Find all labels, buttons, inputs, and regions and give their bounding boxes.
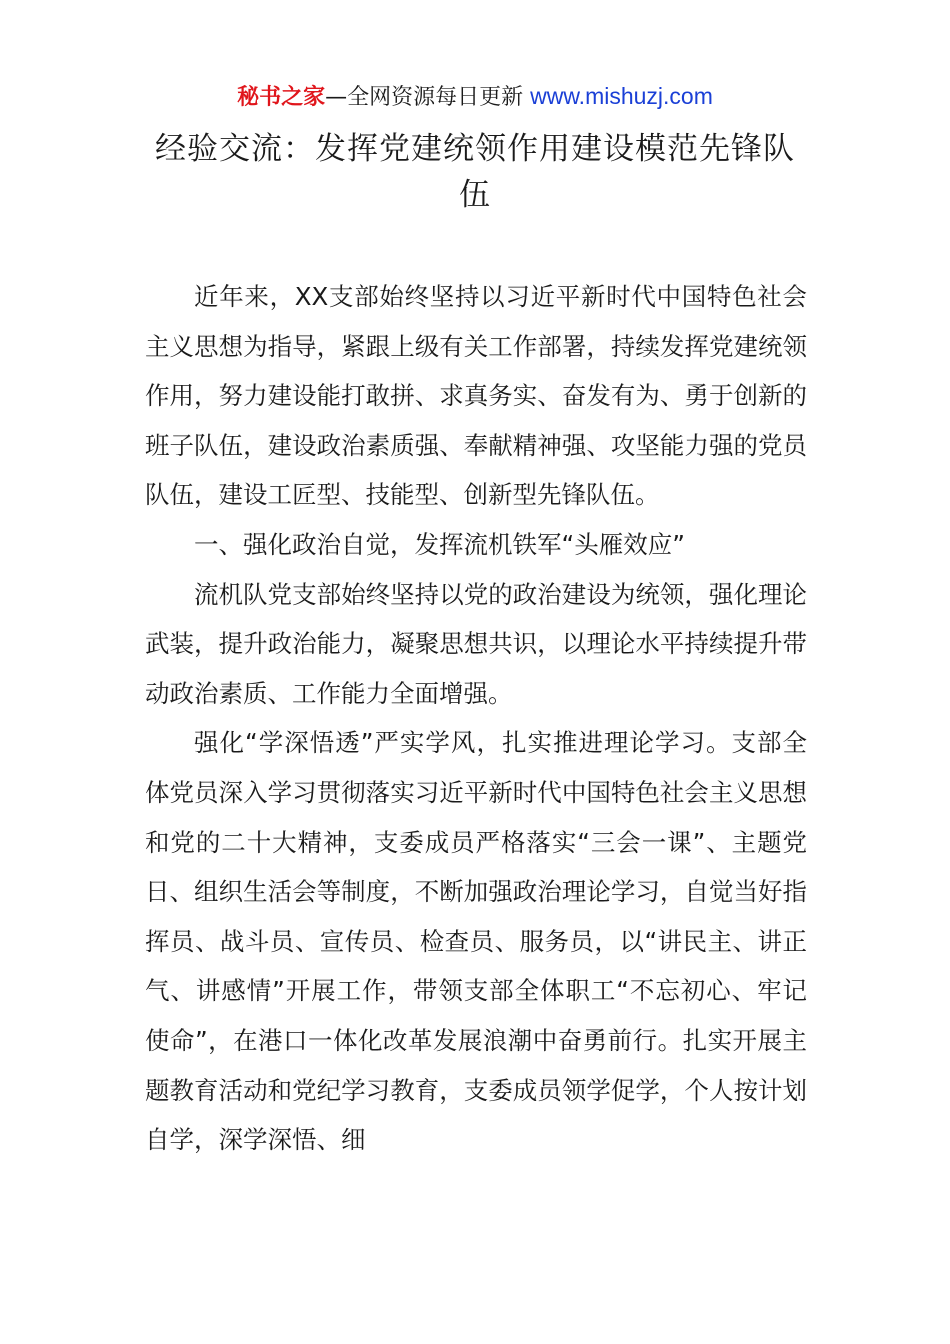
site-url-link[interactable]: www.mishuzj.com [530, 83, 713, 109]
section-heading-1: 一、强化政治自觉，发挥流机铁军“头雁效应” [194, 529, 685, 559]
body-paragraph: 强化“学深悟透”严实学风，扎实推进理论学习。支部全体党员深入学习贯彻落实习近平新时代中国特色社会主义思想和党的二十大精神，支委成员严格落实“三会一课”、主题党日、组织生活会等制度，不断加强政治理论学习，自觉当好指挥员、战斗员、宣传员、检查员、服务员，以“讲民主、讲正气、讲感情”开展工作，带领支部全体职工“不忘初心、牢记使命”，在港口一体化改革发展浪潮中奋勇前行。扎实开展主题教育活动和党纪学习教育，支委成员领学促学，个人按计划自学，深学深悟、细 [145, 728, 807, 1155]
title-line-1: 经验交流：发挥党建统领作用建设模范先锋队 [155, 131, 795, 167]
brand-name: 秘书之家 [237, 85, 326, 110]
header-tagline: —全网资源每日更新 [325, 85, 531, 110]
intro-paragraph: 近年来，XX支部始终坚持以习近平新时代中国特色社会主义思想为指导，紧跟上级有关工作部署，持续发挥党建统领作用，努力建设能打敢拼、求真务实、奋发有为、勇于创新的班子队伍，建设政治素质强、奉献精神强、攻坚能力强的党员队伍，建设工匠型、技能型、创新型先锋队伍。 [145, 282, 807, 510]
site-header [0, 80, 950, 114]
document-title [0, 126, 950, 218]
body-paragraph: 流机队党支部始终坚持以党的政治建设为统领，强化理论武装，提升政治能力，凝聚思想共识，以理论水平持续提升带动政治素质、工作能力全面增强。 [145, 579, 807, 708]
title-line-2: 伍 [459, 177, 491, 213]
document-body [145, 272, 807, 1165]
